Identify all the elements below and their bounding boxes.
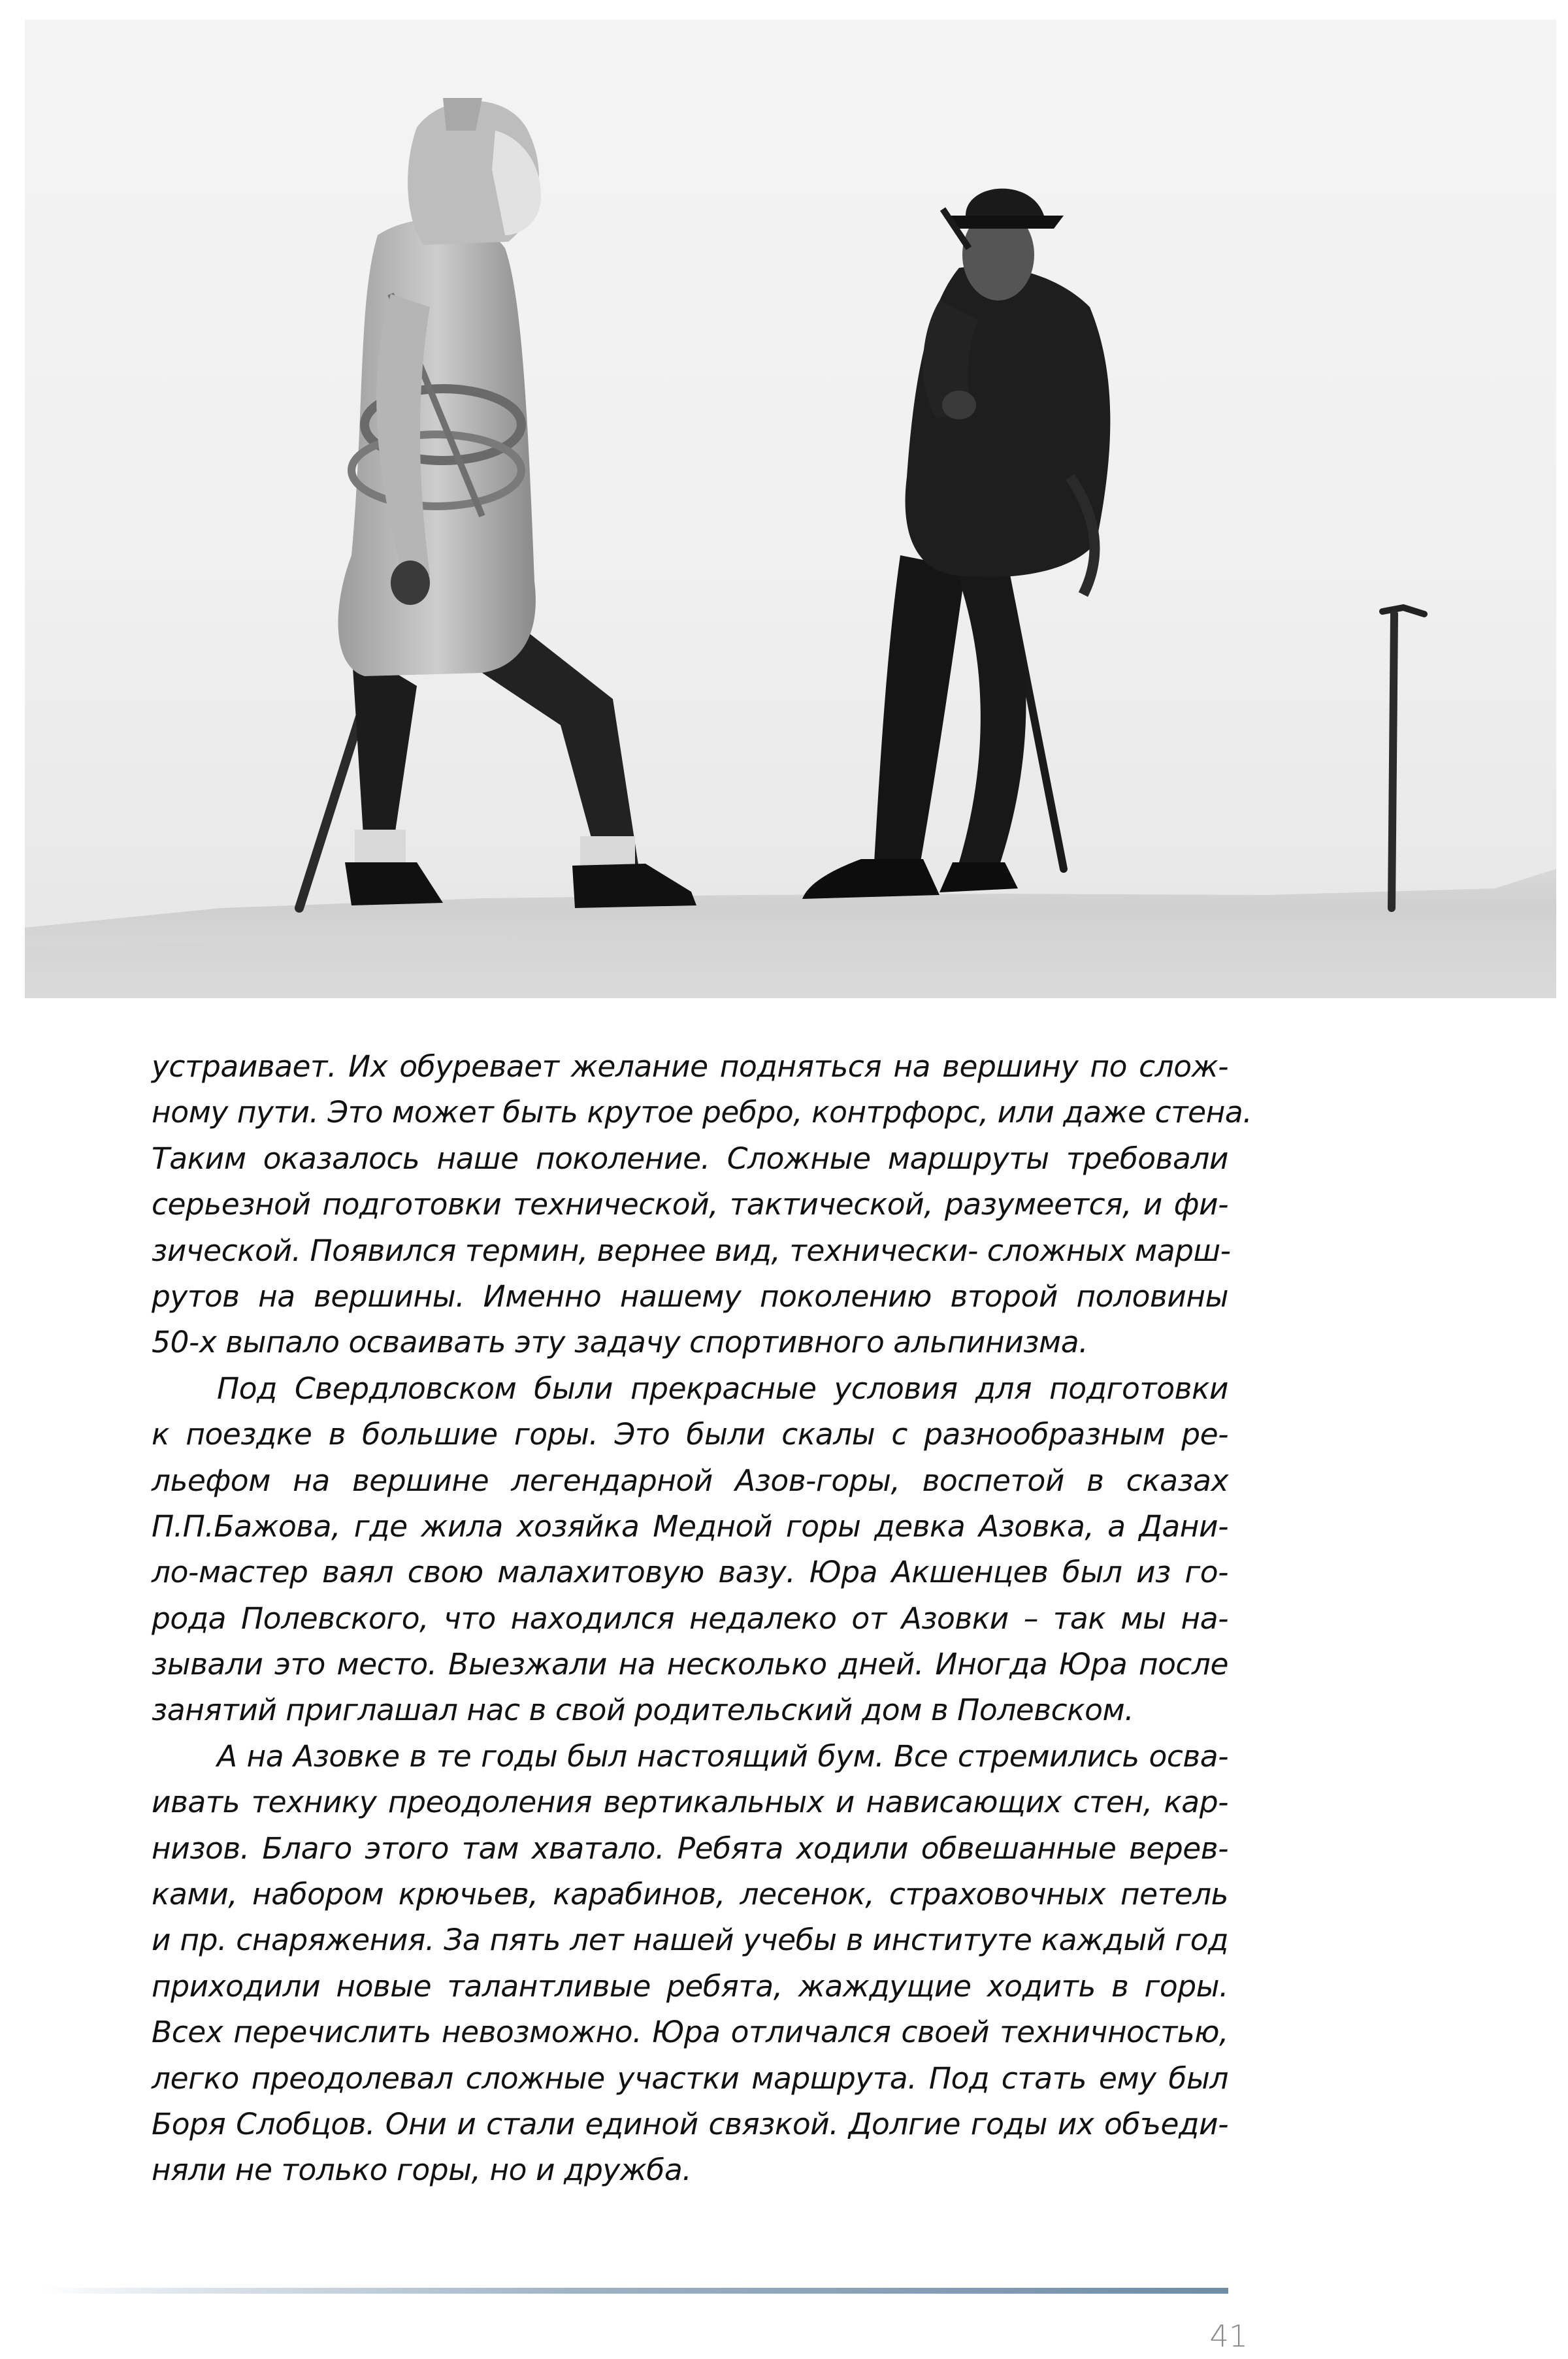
footer-rule	[41, 2288, 1228, 2294]
text-line: П.П.Бажова, где жила хозяйка Медной горы девка Азовка, а Дани-	[152, 1508, 1228, 1544]
text-line: Таким оказалось наше поколение. Сложные маршруты требовали	[152, 1141, 1228, 1176]
text-line: ивать технику преодоления вертикальных и нависающих стен, кар-	[152, 1785, 1228, 1820]
two-climbers-on-summit-icon	[25, 20, 1556, 998]
text-line: занятий приглашал нас в свой родительский дом в Полевском.	[152, 1693, 1134, 1728]
text-line: Всех перечислить невозможно. Юра отличался своей техничностью,	[152, 2015, 1228, 2050]
text-line: ному пути. Это может быть крутое ребро, контрфорс, или даже стена.	[152, 1095, 1252, 1130]
summit-photograph	[25, 20, 1556, 998]
text-line: и пр. снаряжения. За пять лет нашей учебы в институте каждый год	[152, 1923, 1228, 1958]
text-line: льефом на вершине легендарной Азов-горы, воспетой в сказах	[152, 1463, 1228, 1498]
text-line: ло-мастер ваял свою малахитовую вазу. Юра Акшенцев был из го-	[152, 1555, 1228, 1590]
text-line: А на Азовке в те годы был настоящий бум. Все стремились осва-	[217, 1738, 1228, 1774]
text-line: Боря Слобцов. Они и стали единой связкой. Долгие годы их объеди-	[152, 2106, 1228, 2141]
page-number: 41	[1209, 2318, 1248, 2354]
text-line: зывали это место. Выезжали на несколько дней. Иногда Юра после	[152, 1647, 1228, 1682]
text-line: зической. Появился термин, вернее вид, технически- сложных марш-	[152, 1233, 1231, 1268]
body-text	[152, 1044, 1252, 2233]
text-line: Под Свердловском были прекрасные условия для подготовки	[217, 1371, 1228, 1406]
text-line: няли не только горы, но и дружба.	[152, 2153, 692, 2188]
text-line: приходили новые талантливые ребята, жаждущие ходить в горы.	[152, 1968, 1228, 2004]
paragraph-1	[152, 1044, 1252, 1366]
text-line: к поездке в большие горы. Это были скалы с разнообразным ре-	[152, 1417, 1228, 1452]
text-line: ками, набором крючьев, карабинов, лесенок, страховочных петель	[152, 1877, 1228, 1912]
paragraph-3	[152, 1734, 1228, 2194]
text-line: рода Полевского, что находился недалеко от Азовки – так мы на-	[152, 1601, 1228, 1636]
text-line: серьезной подготовки технической, тактической, разумеется, и фи-	[152, 1187, 1228, 1222]
paragraph-2	[152, 1366, 1228, 1734]
text-line: низов. Благо этого там хватало. Ребята ходили обвешанные верев-	[152, 1830, 1228, 1866]
text-line: 50-х выпало осваивать эту задачу спортивного альпинизма.	[152, 1325, 1088, 1360]
text-line: рутов на вершины. Именно нашему поколению второй половины	[152, 1278, 1228, 1314]
text-line: устраивает. Их обуревает желание подняться на вершину по слож-	[152, 1049, 1228, 1084]
text-line: легко преодолевал сложные участки маршрута. Под стать ему был	[152, 2060, 1228, 2096]
